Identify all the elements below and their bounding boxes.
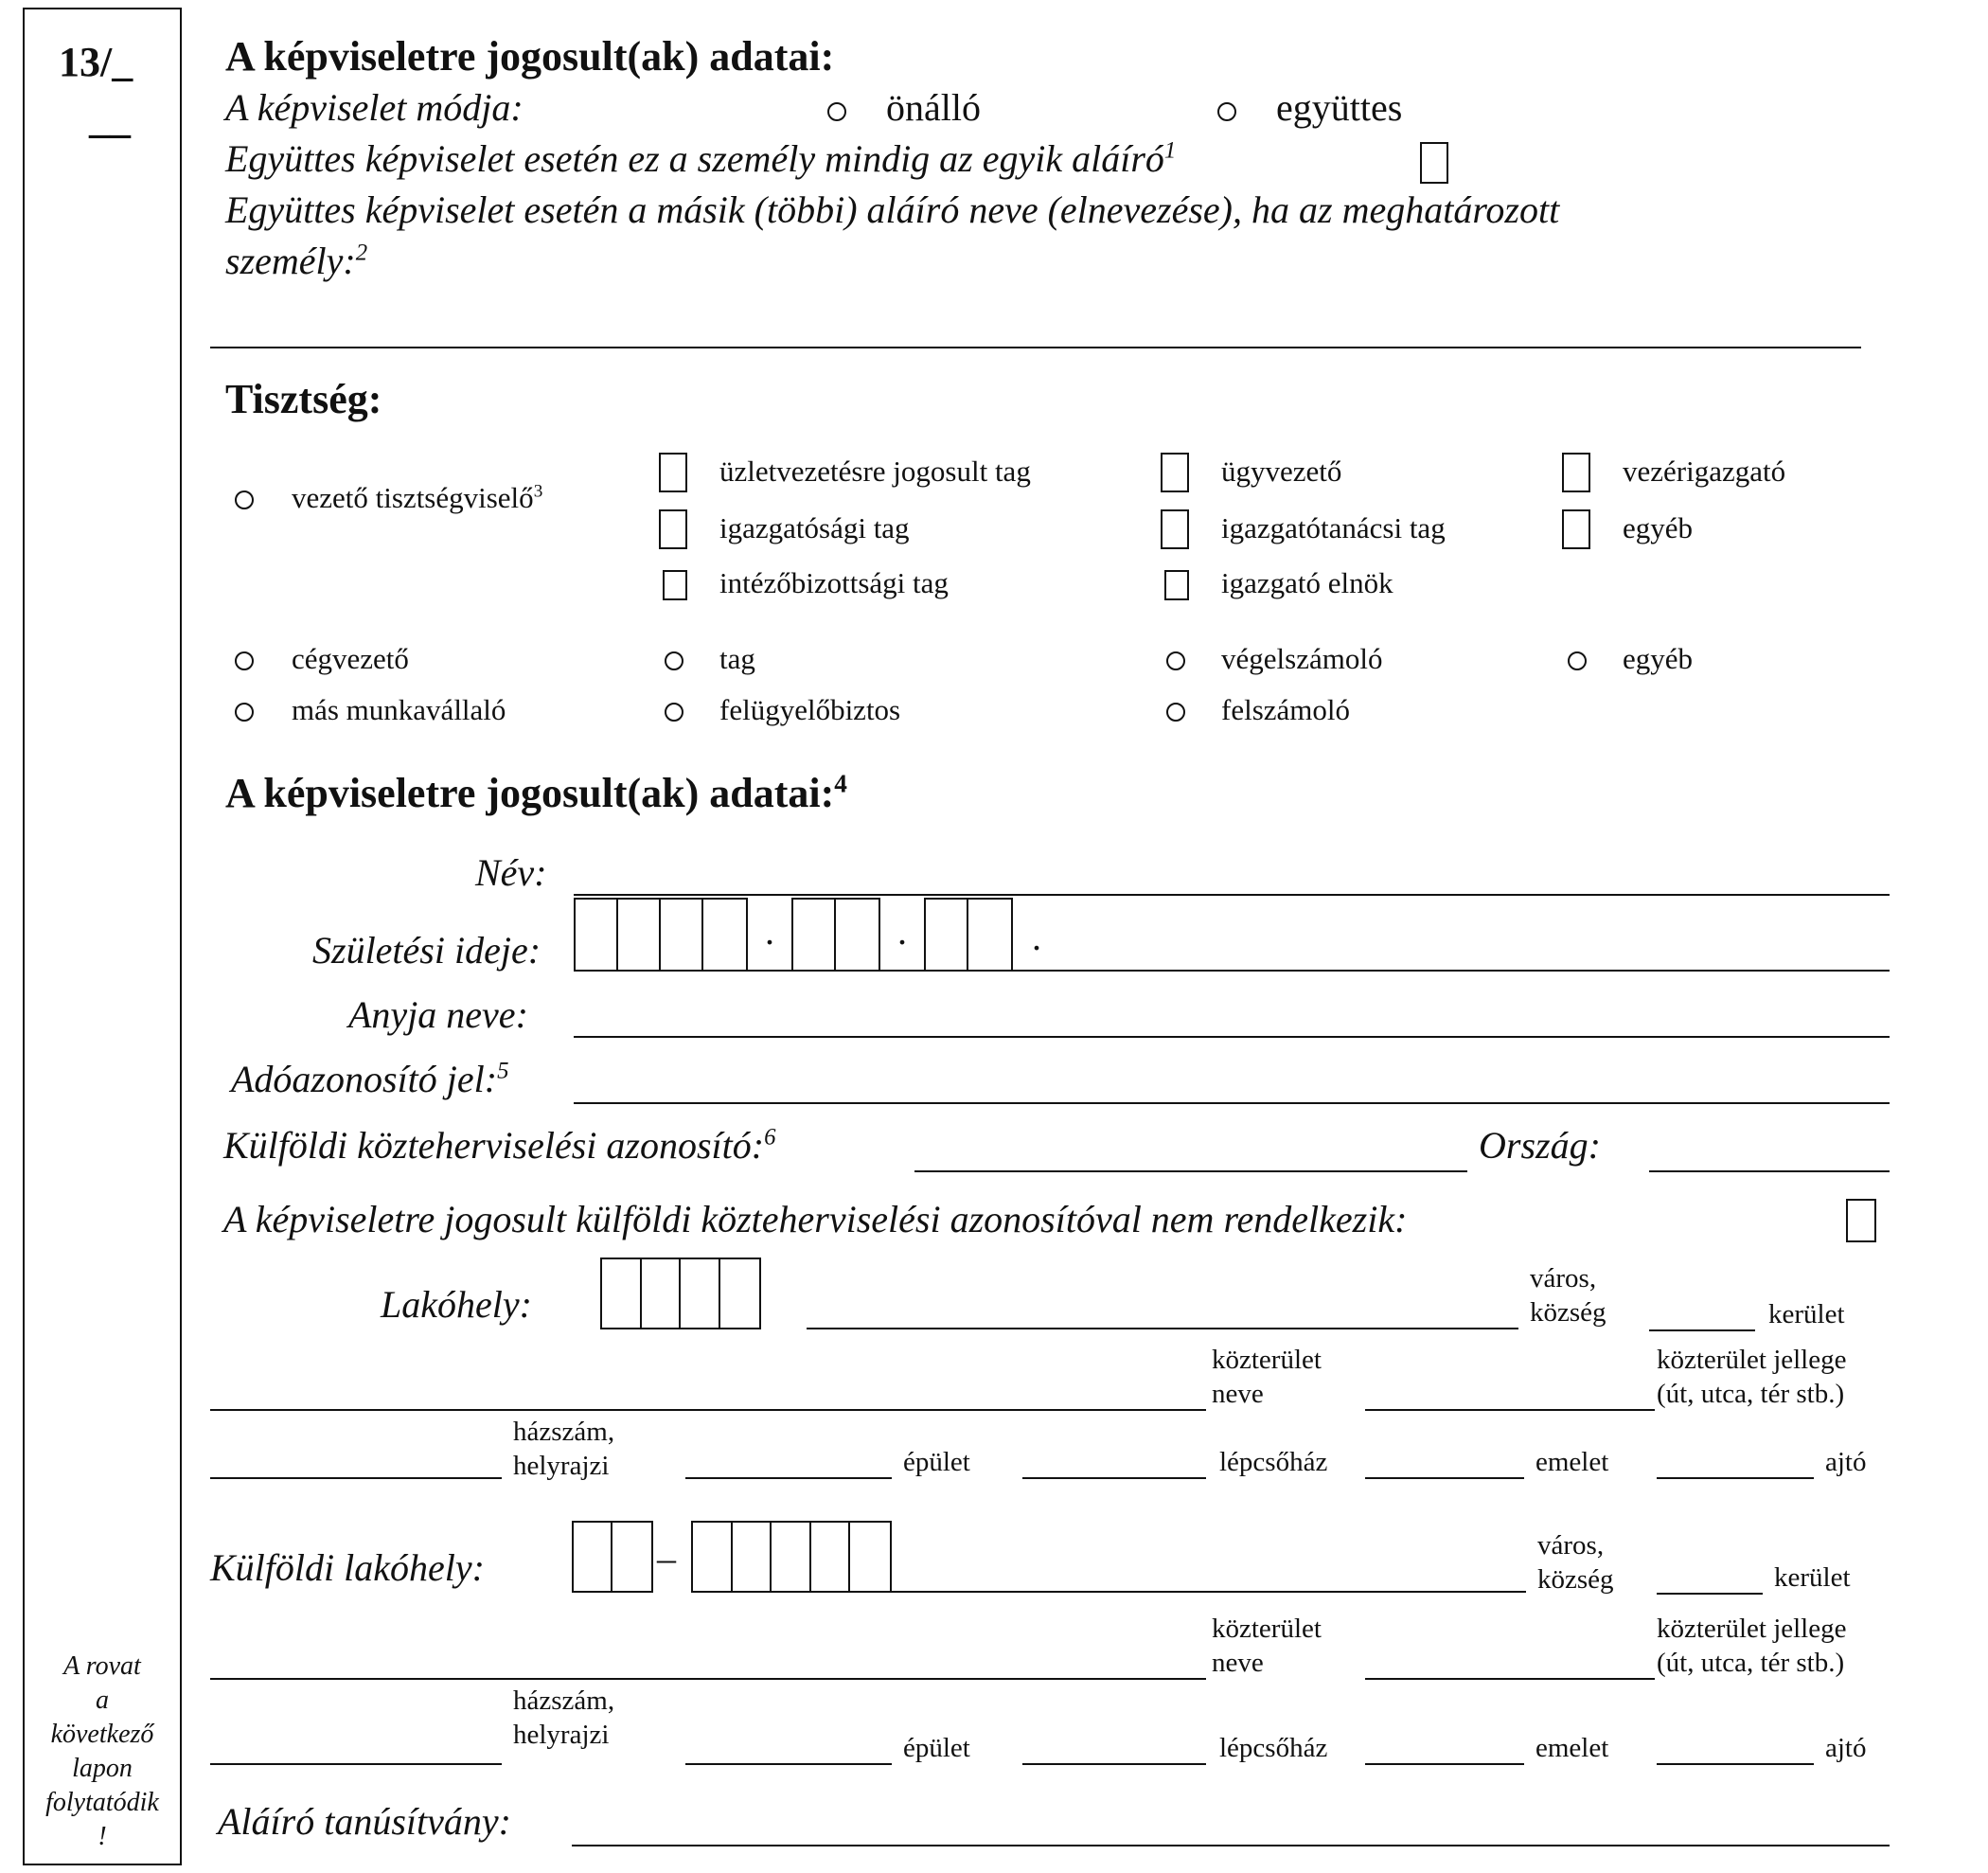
kozterulet-jellege-l1: közterület jellege — [1657, 1614, 1847, 1644]
lakohely-kozterulet-jellege-field[interactable] — [1365, 1409, 1655, 1411]
side-column — [23, 8, 182, 1865]
lakohely-emelet-field[interactable] — [1365, 1477, 1524, 1479]
kozterulet-neve-l1: közterület — [1212, 1345, 1322, 1375]
kozterulet-jellege-l2: (út, utca, tér stb.) — [1657, 1648, 1845, 1678]
radio-vegelszamolo[interactable] — [1166, 651, 1185, 670]
checkbox-igazgato-elnok[interactable] — [1164, 570, 1189, 600]
date-dot-2: . — [897, 910, 907, 953]
lakohely-hazszam-label — [513, 1415, 614, 1483]
footnote-5: 5 — [497, 1058, 509, 1084]
kulfoldi-kerulet-label: kerület — [1774, 1562, 1851, 1593]
section-title-2 — [225, 769, 847, 817]
radio-vezeto-label — [292, 481, 542, 515]
kulfoldi-zip-cells-b[interactable] — [691, 1521, 892, 1593]
footnote-1: 1 — [1163, 137, 1177, 164]
radio-tag[interactable] — [665, 651, 683, 670]
checkbox-egyeb-label: egyéb — [1623, 511, 1694, 544]
kulfoldi-epulet-field[interactable] — [685, 1763, 892, 1765]
signer-text-main: Együttes képviselet esetén ez a személy mindig az egyik aláíró — [225, 137, 1164, 180]
radio-mas-munkavallalo[interactable] — [235, 703, 254, 722]
kulfoldi-emelet-label: emelet — [1535, 1733, 1609, 1763]
lakohely-label: Lakóhely: — [381, 1283, 532, 1326]
kulfoldi-varos-field[interactable] — [892, 1591, 1526, 1593]
other-signer-field[interactable] — [210, 347, 1861, 348]
lakohely-epulet-label: épület — [903, 1447, 970, 1477]
birth-date-underline — [574, 970, 1890, 972]
checkbox-egyeb[interactable] — [1562, 509, 1590, 549]
note-line: A rovat — [63, 1651, 141, 1681]
footnote-4: 4 — [834, 769, 847, 798]
kulfoldi-kozterulet-jellege-field[interactable] — [1365, 1678, 1655, 1680]
checkbox-uzletvezetes-label: üzletvezetésre jogosult tag — [719, 455, 1031, 488]
note-line: következő — [50, 1720, 154, 1749]
radio-felugyelobiztos-label: felügyelőbiztos — [719, 693, 901, 726]
lakohely-kozterulet-jellege-label — [1657, 1343, 1846, 1411]
radio-felugyelobiztos[interactable] — [665, 703, 683, 722]
radio-felszamolo-label: felszámoló — [1221, 693, 1351, 726]
kozterulet-neve-l2: neve — [1212, 1379, 1264, 1409]
lakohely-varos-label — [1530, 1261, 1606, 1329]
radio-egyuttes[interactable] — [1217, 102, 1236, 121]
checkbox-vezerigazgato[interactable] — [1562, 453, 1590, 492]
zip-hyphen: – — [657, 1537, 676, 1579]
checkbox-intezobizottsagi-label: intézőbizottsági tag — [719, 566, 949, 599]
lakohely-hazszam-field[interactable] — [210, 1477, 502, 1479]
section-title-2-text: A képviseletre jogosult(ak) adatai: — [225, 770, 835, 816]
kulfoldi-ajto-field[interactable] — [1657, 1763, 1814, 1765]
varos-l1: város, — [1537, 1530, 1605, 1561]
section-title: A képviseletre jogosult(ak) adatai: — [225, 33, 835, 80]
checkbox-ugyvezeto-label: ügyvezető — [1221, 455, 1342, 488]
other-signer-text-1: Együttes képviselet esetén a másik (többi) aláíró neve (elnevezése), ha az meghatározott — [225, 188, 1560, 231]
hazszam-l1: házszám, — [513, 1417, 615, 1447]
szuletesi-label: Születési ideje: — [312, 929, 541, 972]
varos-l2: község — [1530, 1297, 1606, 1328]
ado-field[interactable] — [574, 1102, 1890, 1104]
signer-checkbox[interactable] — [1420, 142, 1448, 184]
radio-onallo[interactable] — [827, 102, 846, 121]
lakohely-kerulet-field[interactable] — [1649, 1329, 1755, 1331]
hazszam-l2: helyrajzi — [513, 1720, 610, 1750]
note-line: ! — [98, 1822, 107, 1851]
radio-felszamolo[interactable] — [1166, 703, 1185, 722]
lakohely-lepcsohaz-label: lépcsőház — [1219, 1447, 1328, 1477]
birth-year-cells[interactable] — [574, 898, 748, 972]
radio-cegvezeto[interactable] — [235, 651, 254, 670]
kulfoldi-azonosito-label — [223, 1123, 775, 1168]
lakohely-kerulet-label: kerület — [1768, 1299, 1845, 1329]
kulfoldi-kozterulet-jellege-label — [1657, 1612, 1846, 1680]
kozterulet-neve-l2: neve — [1212, 1648, 1264, 1678]
nev-field[interactable] — [574, 894, 1890, 896]
nev-label: Név: — [475, 851, 547, 894]
lakohely-kozterulet-neve-field[interactable] — [210, 1409, 1206, 1411]
radio-egyeb[interactable] — [1568, 651, 1587, 670]
kulfoldi-epulet-label: épület — [903, 1733, 970, 1763]
anyja-field[interactable] — [574, 1036, 1890, 1038]
ado-label — [231, 1057, 509, 1101]
lakohely-epulet-field[interactable] — [685, 1477, 892, 1479]
footnote-2: 2 — [355, 240, 368, 266]
checkbox-ugyvezeto[interactable] — [1161, 453, 1189, 492]
kozterulet-neve-l1: közterület — [1212, 1614, 1322, 1644]
checkbox-intezobizottsagi[interactable] — [663, 570, 687, 600]
lakohely-emelet-label: emelet — [1535, 1447, 1609, 1477]
varos-l1: város, — [1530, 1263, 1597, 1293]
radio-cegvezeto-label: cégvezető — [292, 642, 409, 675]
page-number: 13/_ — [59, 39, 133, 85]
kulfoldi-kerulet-field[interactable] — [1657, 1593, 1763, 1595]
lakohely-varos-field[interactable] — [807, 1328, 1518, 1329]
kulfoldi-azonosito-field[interactable] — [914, 1170, 1467, 1172]
checkbox-uzletvezetes[interactable] — [659, 453, 687, 492]
hazszam-l2: helyrajzi — [513, 1451, 610, 1481]
checkbox-igazgatotanacsi-label: igazgatótanácsi tag — [1221, 511, 1446, 544]
ado-label-text: Adóazonosító jel: — [231, 1058, 498, 1100]
kulfoldi-kozterulet-neve-label — [1212, 1612, 1322, 1680]
kulfoldi-zip-cells-a[interactable] — [572, 1521, 653, 1593]
lakohely-zip-cells[interactable] — [600, 1258, 761, 1329]
kulfoldi-ajto-label: ajtó — [1825, 1733, 1867, 1763]
signer-text — [225, 136, 1176, 181]
checkbox-igazgato-elnok-label: igazgató elnök — [1221, 566, 1393, 599]
footnote-3: 3 — [533, 481, 543, 502]
note-line: lapon — [72, 1754, 133, 1783]
radio-egyuttes-label: együttes — [1276, 86, 1403, 129]
checkbox-igazgatosagi[interactable] — [659, 509, 687, 549]
hazszam-l1: házszám, — [513, 1686, 615, 1716]
nem-rendelkezik-checkbox[interactable] — [1846, 1199, 1876, 1242]
radio-egyeb-label: egyéb — [1623, 642, 1694, 675]
birth-month-cells[interactable] — [791, 898, 880, 972]
note-line: folytatódik — [45, 1788, 159, 1817]
radio-vezeto[interactable] — [235, 491, 254, 509]
continuation-note — [23, 1650, 182, 1854]
date-dot-3: . — [1032, 916, 1041, 958]
kulfoldi-emelet-field[interactable] — [1365, 1763, 1524, 1765]
kulfoldi-hazszam-label — [513, 1684, 614, 1752]
tisztseg-title: Tisztség: — [225, 376, 382, 422]
checkbox-vezerigazgato-label: vezérigazgató — [1623, 455, 1786, 488]
checkbox-igazgatotanacsi[interactable] — [1161, 509, 1189, 549]
radio-tag-label: tag — [719, 642, 755, 675]
anyja-label: Anyja neve: — [348, 993, 528, 1036]
nem-rendelkezik-label: A képviseletre jogosult külföldi közteherviselési azonosítóval nem rendelkezik: — [223, 1198, 1408, 1240]
radio-onallo-label: önálló — [886, 86, 981, 129]
other-signer-label: személy: — [225, 240, 356, 282]
footnote-6: 6 — [764, 1124, 776, 1151]
kulfoldi-hazszam-field[interactable] — [210, 1763, 502, 1765]
kulfoldi-varos-label — [1537, 1528, 1614, 1597]
lakohely-kozterulet-neve-label — [1212, 1343, 1322, 1411]
kulfoldi-kozterulet-neve-field[interactable] — [210, 1678, 1206, 1680]
note-line: a — [96, 1686, 109, 1715]
alairo-field[interactable] — [572, 1845, 1890, 1846]
kozterulet-jellege-l1: közterület jellege — [1657, 1345, 1847, 1375]
alairo-label: Aláíró tanúsítvány: — [218, 1800, 511, 1843]
lakohely-lepcsohaz-field[interactable] — [1022, 1477, 1206, 1479]
date-dot-1: . — [765, 910, 774, 953]
lakohely-ajto-label: ajtó — [1825, 1447, 1867, 1477]
birth-day-cells[interactable] — [924, 898, 1013, 972]
kulfoldi-lepcsohaz-label: lépcsőház — [1219, 1733, 1328, 1763]
other-signer-text-2 — [225, 239, 367, 283]
radio-vegelszamolo-label: végelszámoló — [1221, 642, 1383, 675]
orszag-label: Ország: — [1479, 1124, 1601, 1167]
mode-label: A képviselet módja: — [225, 86, 524, 129]
lakohely-ajto-field[interactable] — [1657, 1477, 1814, 1479]
checkbox-igazgatosagi-label: igazgatósági tag — [719, 511, 910, 544]
radio-mas-munkavallalo-label: más munkavállaló — [292, 693, 506, 726]
kulfoldi-azonosito-text: Külföldi közteherviselési azonosító: — [223, 1124, 765, 1167]
varos-l2: község — [1537, 1564, 1614, 1595]
vezeto-text: vezető tisztségviselő — [292, 481, 534, 514]
page-number-dash: __ — [89, 96, 131, 142]
kulfoldi-lakohely-label: Külföldi lakóhely: — [210, 1546, 485, 1589]
orszag-field[interactable] — [1649, 1170, 1890, 1172]
kozterulet-jellege-l2: (út, utca, tér stb.) — [1657, 1379, 1845, 1409]
kulfoldi-lepcsohaz-field[interactable] — [1022, 1763, 1206, 1765]
